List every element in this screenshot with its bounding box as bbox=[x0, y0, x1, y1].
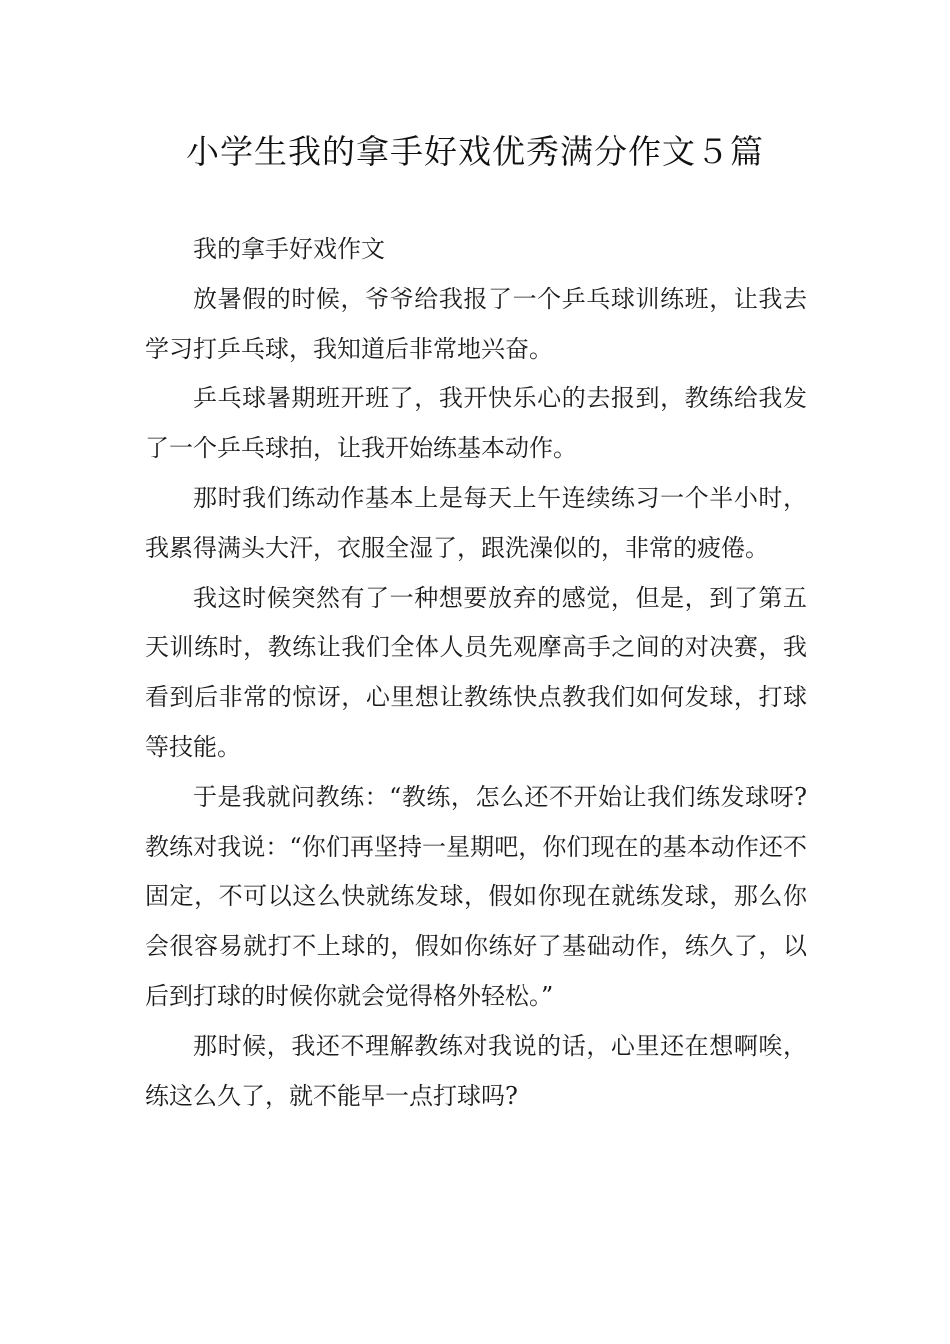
paragraph-essay-heading: 我的拿手好戏作文 bbox=[193, 235, 385, 263]
paragraph: 那时我们练动作基本上是每天上午连续练习一个半小时，我累得满头大汗，衣服全湿了，跟洗澡似的，非常的疲倦。 bbox=[145, 483, 807, 562]
paragraph: 那时候，我还不理解教练对我说的话，心里还在想啊唉，练这么久了，就不能早一点打球吗? bbox=[145, 1031, 807, 1110]
paragraph: 我这时候突然有了一种想要放弃的感觉，但是，到了第五天训练时，教练让我们全体人员先观摩高手之间的对决赛，我看到后非常的惊讶，心里想让教练快点教我们如何发球，打球等技能。 bbox=[145, 583, 807, 761]
document-body bbox=[145, 225, 807, 1121]
paragraph: 于是我就问教练：“教练，怎么还不开始让我们练发球呀?教练对我说：“你们再坚持一星期吧，你们现在的基本动作还不固定，不可以这么快就练发球，假如你现在就练发球，那么你会很容易就打不上球的，假如你练好了基础动作，练久了，以后到打球的时候你就会觉得格外轻松。” bbox=[145, 782, 807, 1010]
document-title: 小学生我的拿手好戏优秀满分作文５篇 bbox=[186, 132, 764, 171]
paragraph: 乒乓球暑期班开班了，我开快乐心的去报到，教练给我发了一个乒乓球拍，让我开始练基本动作。 bbox=[145, 384, 807, 463]
paragraph: 放暑假的时候，爷爷给我报了一个乒乓球训练班，让我去学习打乒乓球，我知道后非常地兴奋。 bbox=[145, 284, 807, 363]
